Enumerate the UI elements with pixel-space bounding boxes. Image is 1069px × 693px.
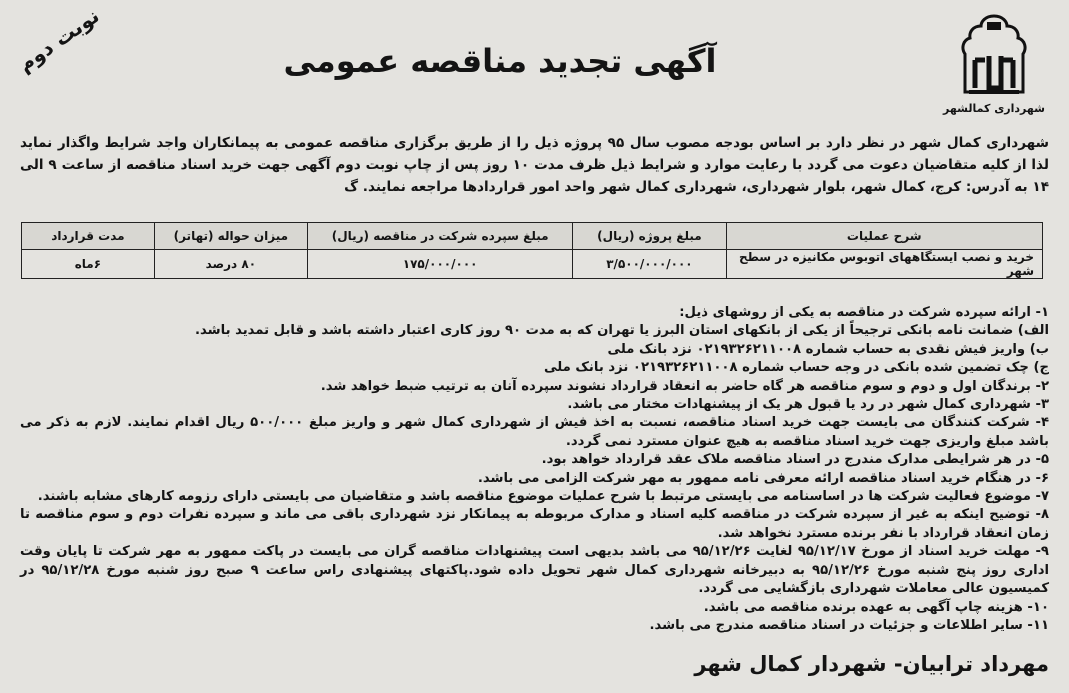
- column-header: مبلغ سپرده شرکت در مناقصه (ریال): [307, 223, 572, 250]
- table-cell: خرید و نصب ایستگاههای اتوبوس مکانیزه در سطح شهر: [726, 250, 1043, 279]
- list-item: ۶- در هنگام خرید اسناد مناقصه ارائه معرفی نامه ممهور به مهر شرکت الزامی می باشد.: [477, 470, 1049, 486]
- table-cell: ۳/۵۰۰/۰۰۰/۰۰۰: [573, 250, 726, 279]
- list-item: ۱۱- سایر اطلاعات و جزئیات در اسناد مناقصه مندرج می باشد.: [649, 617, 1049, 633]
- column-header: شرح عملیات: [726, 223, 1043, 250]
- list-item: الف) ضمانت نامه بانکی ترجیحاً از یکی از بانکهای استان البرز یا تهران که به مدت ۹۰ روز کاری اعتبار داشته باشد و قابل تمدید باشد.: [195, 323, 1049, 339]
- second-round-stamp: نوبت دوم: [13, 3, 104, 77]
- municipality-logo: [939, 12, 1049, 130]
- list-item: ۴- شرکت کنندگان می بایست جهت خرید اسناد مناقصه، نسبت به اخذ فیش از شهرداری کمال شهر و واریز مبلغ ۵۰۰/۰۰۰ ریال اقدام نمایند. لازم به ذکر می باشد مبلغ واریزی جهت خرید اسناد مناقصه به هیچ عنوان مسترد نمی گردد.: [20, 415, 1049, 449]
- list-item: ۵- در هر شرایطی مدارک مندرج در اسناد مناقصه ملاک عقد قرارداد خواهد بود.: [541, 452, 1049, 468]
- signature: مهرداد ترابیان- شهردار کمال شهر: [694, 652, 1049, 676]
- list-item: ۳- شهرداری کمال شهر در رد یا قبول هر یک از پیشنهادات مختار می باشد.: [567, 397, 1049, 413]
- list-item: ب) واریز فیش نقدی به حساب شماره ۰۲۱۹۳۲۶۲۱۱۰۰۸ نزد بانک ملی: [607, 341, 1049, 357]
- notice-title: آگهی تجدید مناقصه عمومی: [283, 42, 717, 80]
- table-row: [22, 250, 1043, 279]
- list-item: ۷- موضوع فعالیت شرکت ها در اساسنامه می بایستی مرتبط با شرح عملیات موضوع مناقصه باشد و متقاضیان می بایستی دارای رزومه کارهای مشابه باشند.: [37, 489, 1049, 505]
- municipality-emblem-icon: [955, 12, 1033, 100]
- table-header-row: [22, 223, 1043, 250]
- column-header: مبلغ پروژه (ریال): [573, 223, 726, 250]
- conditions-list: [20, 304, 1049, 635]
- intro-paragraph: شهرداری کمال شهر در نظر دارد بر اساس بودجه مصوب سال ۹۵ پروژه ذیل را از طریق برگزاری مناقصه عمومی به پیمانکاران واجد شرایط واگذار نماید لذا از کلیه متقاضیان دعوت می گردد با رعایت موارد و شرایط ذیل ظرف مدت ۱۰ روز پس از چاپ نوبت دوم آگهی جهت خرید اسناد مناقصه از ساعت ۹ الی ۱۴ به آدرس: کرج، کمال شهر، بلوار شهرداری، شهرداری کمال شهر واحد امور قراردادها مراجعه نمایند. گ: [20, 135, 1050, 195]
- list-item: ۹- مهلت خرید اسناد از مورخ ۹۵/۱۲/۱۷ لغایت ۹۵/۱۲/۲۶ می باشد بدیهی است پیشنهادات مناقصه گران می بایست در پاکت ممهور به مهر شرکت تا پایان وقت اداری روز پنج شنبه مورخ ۹۵/۱۲/۲۶ به دبیرخانه شهرداری کمال شهر تحویل داده شود.پاکتهای پیشنهادی راس ساعت ۹ صبح روز شنبه مورخ ۹۵/۱۲/۲۸ در کمیسیون عالی معاملات شهرداری بازگشایی می گردد.: [20, 544, 1049, 597]
- table-cell: ۶ماه: [22, 250, 155, 279]
- tender-table: [21, 222, 1043, 279]
- column-header: میزان حواله (تهاتر): [154, 223, 307, 250]
- list-item: ۲- برندگان اول و دوم و سوم مناقصه هر گاه حاضر به انعقاد قرارداد نشوند سپرده آنان به ترتیب ضبط خواهد شد.: [320, 378, 1049, 394]
- list-item: ج) چک تضمین شده بانکی در وجه حساب شماره ۰۲۱۹۳۲۶۲۱۱۰۰۸ نزد بانک ملی: [543, 360, 1049, 376]
- list-item: ۱۰- هزینه چاپ آگهی به عهده برنده مناقصه می باشد.: [703, 599, 1049, 615]
- table-cell: ۱۷۵/۰۰۰/۰۰۰: [307, 250, 572, 279]
- list-item: ۱- ارائه سپرده شرکت در مناقصه به یکی از روشهای ذیل:: [679, 305, 1049, 320]
- table-cell: ۸۰ درصد: [154, 250, 307, 279]
- list-item: ۸- توضیح اینکه به غیر از سپرده شرکت در مناقصه کلیه اسناد و مدارک مربوطه به پیمانکار نزد شهرداری باقی می ماند و سپرده نفرات دوم و سوم مناقصه تا زمان انعقاد قرارداد با نفر برنده مسترد نخواهد شد.: [20, 507, 1049, 541]
- column-header: مدت قرارداد: [22, 223, 155, 250]
- logo-caption: شهرداری کمالشهر: [943, 102, 1045, 115]
